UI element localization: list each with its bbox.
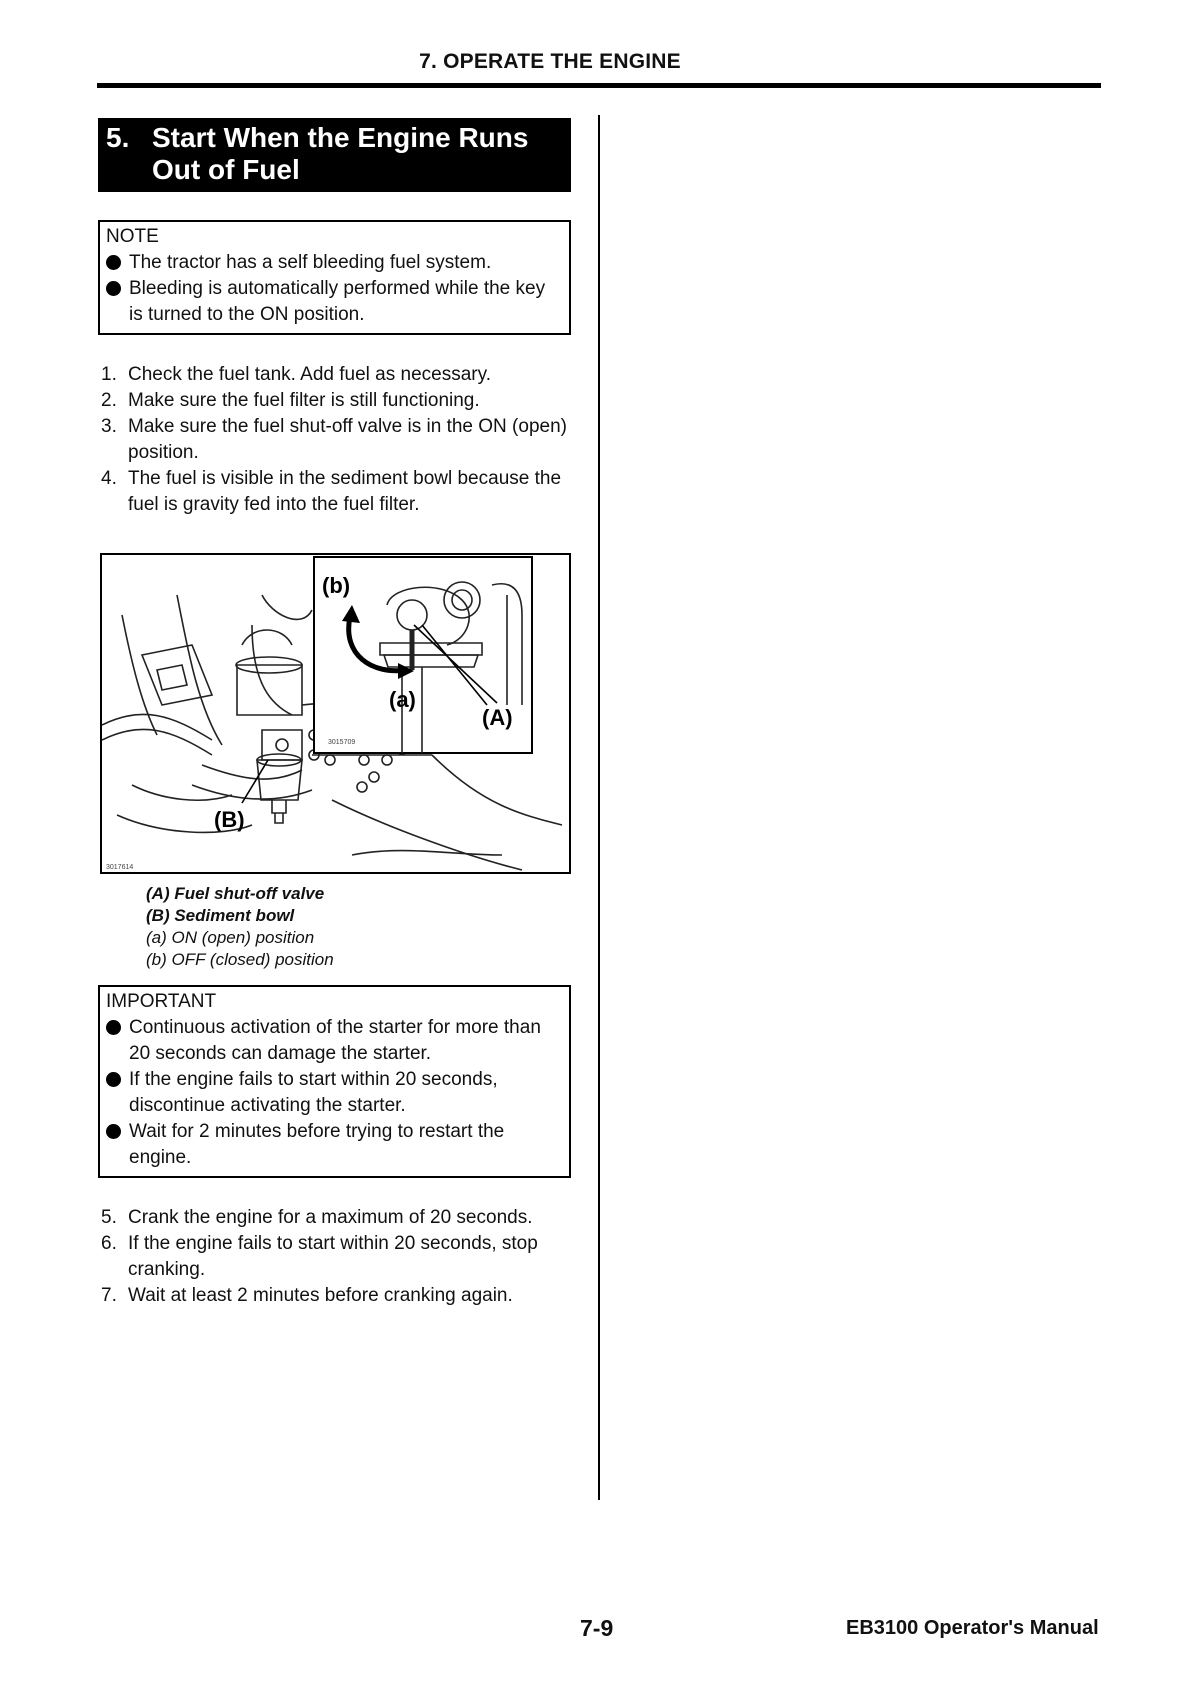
- steps-list-b: [98, 1205, 588, 1309]
- page-number: 7-9: [580, 1615, 614, 1641]
- note-box: [98, 220, 571, 335]
- bullet-icon: [106, 281, 121, 296]
- fuel-valve-figure: [100, 553, 571, 874]
- caption-b: (b) OFF (closed) position: [146, 950, 334, 969]
- label-B: (B): [214, 807, 245, 832]
- figure-caption: [146, 883, 334, 971]
- caption-B: (B) Sediment bowl: [146, 906, 295, 925]
- bullet-icon: [106, 1020, 121, 1035]
- bullet-icon: [106, 1072, 121, 1087]
- step-item: 2. Make sure the fuel filter is still functioning.: [101, 390, 480, 411]
- important-item: Wait for 2 minutes before trying to restart the engine.: [106, 1119, 561, 1171]
- chapter-title: 7. OPERATE THE ENGINE: [419, 50, 681, 73]
- inset-figure-code: 3015709: [328, 739, 356, 746]
- important-item: If the engine fails to start within 20 seconds, discontinue activating the starter.: [106, 1067, 561, 1119]
- label-b-off: (b): [322, 573, 351, 598]
- step-item: 3. Make sure the fuel shut-off valve is in the ON (open) position.: [101, 416, 567, 463]
- steps-list-a: [98, 362, 588, 518]
- step-item: 7. Wait at least 2 minutes before cranking again.: [101, 1285, 513, 1306]
- step-item: 4. The fuel is visible in the sediment bowl because the fuel is gravity fed into the fuel filter.: [101, 468, 562, 515]
- important-box: [98, 985, 571, 1178]
- section-title: Start When the Engine Runs Out of Fuel: [152, 122, 529, 185]
- important-heading: IMPORTANT: [106, 991, 217, 1012]
- note-item: Bleeding is automatically performed while the key is turned to the ON position.: [106, 276, 561, 328]
- step-item: 5. Crank the engine for a maximum of 20 seconds.: [101, 1207, 533, 1228]
- caption-a: (a) ON (open) position: [146, 928, 315, 947]
- column-divider: [598, 115, 600, 1500]
- note-heading: NOTE: [106, 226, 159, 247]
- step-item: 1. Check the fuel tank. Add fuel as necessary.: [101, 364, 491, 385]
- bullet-icon: [106, 255, 121, 270]
- caption-A: (A) Fuel shut-off valve: [146, 884, 325, 903]
- section-heading: [98, 118, 571, 192]
- label-A: (A): [482, 705, 513, 730]
- section-number: 5.: [106, 122, 130, 153]
- manual-title: EB3100 Operator's Manual: [846, 1617, 1099, 1639]
- note-item: The tractor has a self bleeding fuel system.: [106, 250, 561, 276]
- main-figure-code: 3017614: [106, 864, 134, 871]
- step-item: 6. If the engine fails to start within 20 seconds, stop cranking.: [101, 1233, 538, 1280]
- engine-illustration: [102, 555, 569, 872]
- label-a-on: (a): [389, 687, 416, 712]
- bullet-icon: [106, 1124, 121, 1139]
- header-rule: [97, 83, 1101, 88]
- important-item: Continuous activation of the starter for more than 20 seconds can damage the starter.: [106, 1015, 561, 1067]
